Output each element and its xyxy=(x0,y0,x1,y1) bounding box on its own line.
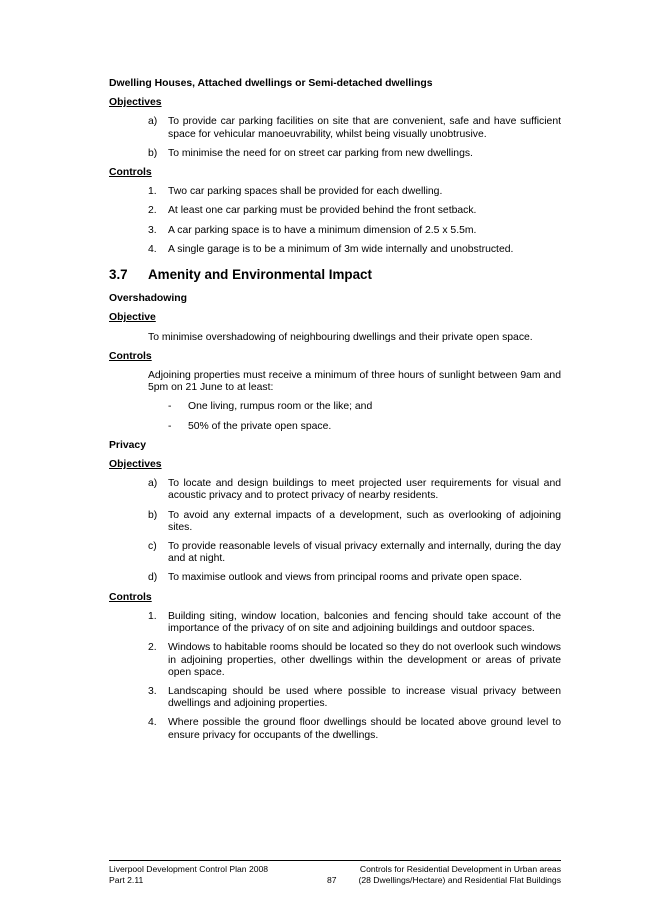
list-item: c) To provide reasonable levels of visual privacy externally and internally, during the day and at night. xyxy=(148,541,561,565)
list-item: - 50% of the private open space. xyxy=(168,420,332,432)
footer-left-line2: Part 2.11 xyxy=(109,875,144,885)
list-item: 2. Windows to habitable rooms should be located so they do not overlook such windows in adjoining properties, other dwellings within the development or areas of private open space. xyxy=(148,642,561,678)
list-item: a) To provide car parking facilities on site that are convenient, safe and have sufficient space for vehicular manoeuvrability, whilst being visually unobtrusive. xyxy=(148,116,561,140)
list-item: - One living, rumpus room or the like; and xyxy=(168,401,373,413)
document-body xyxy=(109,78,561,742)
section-title xyxy=(109,269,561,281)
privacy-controls-label: Controls xyxy=(109,591,152,603)
overshadowing-heading: Overshadowing xyxy=(109,293,187,305)
overshadowing-objective-label: Objective xyxy=(109,312,156,324)
page-number: 87 xyxy=(327,875,337,885)
list-item: a) To locate and design buildings to meet projected user requirements for visual and acoustic privacy and to protect privacy of nearby residents. xyxy=(148,478,561,502)
parking-objectives-label: Objectives xyxy=(109,97,162,109)
list-item: 2. At least one car parking must be provided behind the front setback. xyxy=(148,205,477,217)
list-item: 4. A single garage is to be a minimum of 3m wide internally and unobstructed. xyxy=(148,243,514,255)
footer-right-line1: Controls for Residential Development in Urban areas xyxy=(359,864,561,874)
list-item: 3. Landscaping should be used where possible to increase visual privacy between dwellings and adjoining properties. xyxy=(148,685,561,710)
overshadowing-controls-label: Controls xyxy=(109,350,152,362)
parking-heading: Dwelling Houses, Attached dwellings or Semi-detached dwellings xyxy=(109,78,433,89)
privacy-objectives-list xyxy=(109,478,561,584)
privacy-objectives-label: Objectives xyxy=(109,459,162,471)
page-footer xyxy=(109,860,561,886)
list-item: 4. Where possible the ground floor dwellings should be located above ground level to ensure privacy for occupants of the dwellings. xyxy=(148,717,561,741)
parking-controls-label: Controls xyxy=(109,167,152,179)
list-item: 1. Building siting, window location, balconies and fencing should take account of the importance of the privacy of on site and adjoining buildings and outdoor spaces. xyxy=(148,610,561,635)
list-item: b) To avoid any external impacts of a development, such as overlooking of adjoining sites. xyxy=(148,509,561,533)
overshadowing-objective-text: To minimise overshadowing of neighbouring dwellings and their private open space. xyxy=(148,331,533,343)
overshadowing-controls-text: Adjoining properties must receive a minimum of three hours of sunlight between 9am and 5pm on 21 June to at least: xyxy=(148,370,561,394)
parking-controls-list xyxy=(109,186,561,256)
footer-right-line2: (28 Dwellings/Hectare) and Residential Flat Buildings xyxy=(358,875,561,885)
privacy-heading: Privacy xyxy=(109,439,146,451)
parking-objectives-list xyxy=(109,116,561,160)
privacy-controls-list xyxy=(109,611,561,742)
footer-left-line1: Liverpool Development Control Plan 2008 xyxy=(109,864,269,874)
overshadowing-dash-list xyxy=(109,401,561,432)
list-item: 1. Two car parking spaces shall be provided for each dwelling. xyxy=(148,186,443,198)
list-item: d) To maximise outlook and views from principal rooms and private open space. xyxy=(148,572,523,584)
list-item: b) To minimise the need for on street car parking from new dwellings. xyxy=(148,147,473,159)
section-number: 3.7 xyxy=(109,267,128,283)
section-heading: Amenity and Environmental Impact xyxy=(148,267,372,283)
list-item: 3. A car parking space is to have a minimum dimension of 2.5 x 5.5m. xyxy=(148,224,477,236)
